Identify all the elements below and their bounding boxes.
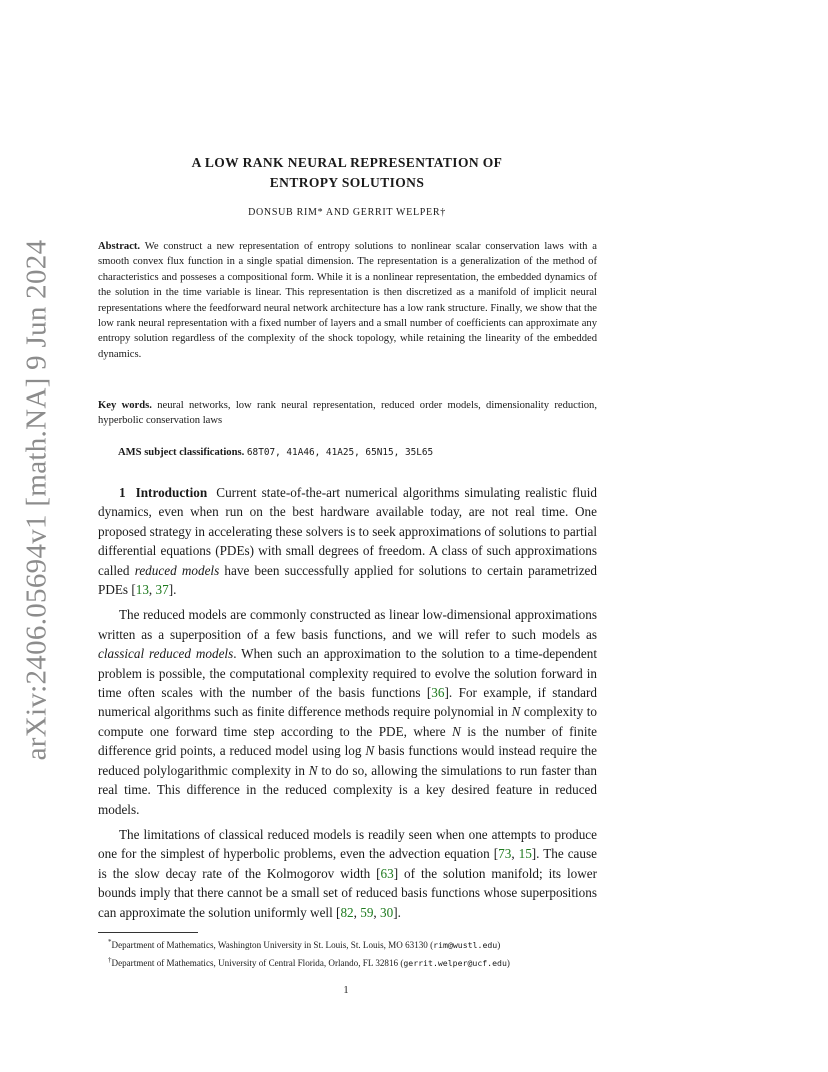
ams-label: AMS subject classifications. xyxy=(118,447,245,458)
arxiv-identifier-stamp xyxy=(0,0,56,1072)
citation-link[interactable]: 59 xyxy=(360,904,374,920)
math-N: N xyxy=(365,743,375,759)
paragraph-2: The reduced models are commonly constructed as linear low-dimensional approximations written as a superposition of a few basis functions, and we will refer to such models as classical reduced models. When such an approximation to the solution to a time-dependent problem is possible, the computational complexity required to evolve the solution forward in time often scales with the number of the basis functions [36]. For example, if standard numerical algorithms such as finite difference methods require polynomial in N complexity to compute one forward time step according to the PDE, where N is the number of finite difference grid points, a reduced model using log N basis functions would instead require the reduced polylogarithmic complexity in N to do so, allowing the simulations to run faster than real time. This difference in the reduced complexity is a key desired feature in reduced models. xyxy=(98,607,597,817)
citation-link[interactable]: 73 xyxy=(498,846,512,862)
abstract xyxy=(98,239,597,362)
emphasis-reduced-models: reduced models xyxy=(134,562,220,578)
citation-link[interactable]: 15 xyxy=(518,846,532,862)
citation-link[interactable]: 36 xyxy=(431,685,445,701)
citation-link[interactable]: 37 xyxy=(155,582,169,598)
abstract-text: We construct a new representation of entropy solutions to nonlinear scalar conservation laws with a smooth convex flux function in a single spatial dimension. The representation is a generalization of the method of characteristics and posseses a compositional form. While it is a nonlinear representation, the embedded dynamics of the solution in the time variable is linear. This representation is then discretized as a manifold of implicit neural representations where the feedforward neural network architecture has a low rank structure. Finally, we show that the low rank neural representation with a fixed number of layers and a small number of coefficients can approximate any entropy solution regardless of the complexity of the shock topology, while retaining the linearity of the embedded dynamics. xyxy=(98,241,597,360)
section-number: 1 xyxy=(119,485,126,500)
authors: DONSUB RIM* AND GERRIT WELPER† xyxy=(248,207,446,218)
ams-classifications xyxy=(118,447,433,458)
footnote-rule xyxy=(98,932,198,933)
keywords xyxy=(98,398,597,429)
title-line-1: A LOW RANK NEURAL REPRESENTATION OF xyxy=(191,155,503,170)
email-link[interactable]: rim@wustl.edu xyxy=(433,940,498,951)
paper-title xyxy=(98,153,596,193)
footnote-1: *Department of Mathematics, Washington University in St. Louis, St. Louis, MO 63130 (rim@wustl.edu) xyxy=(108,938,501,951)
citation-link[interactable]: 13 xyxy=(135,582,149,598)
math-N: N xyxy=(511,704,521,720)
ams-codes: 68T07, 41A46, 41A25, 65N15, 35L65 xyxy=(246,447,434,458)
footnotes xyxy=(98,935,598,971)
citation-link[interactable]: 30 xyxy=(380,904,394,920)
citation-link[interactable]: 63 xyxy=(380,865,394,881)
citation-link[interactable]: 82 xyxy=(340,904,354,920)
arxiv-id-text: arXiv:2406.05694v1 [math.NA] 9 Jun 2024 xyxy=(20,239,53,761)
paragraph-1: 1 Introduction Current state-of-the-art numerical algorithms simulating realistic fluid dynamics, even when run on the best hardware available today, are not real time. One proposed strategy in accelerating these solvers is to seek approximations of solutions to partial differential equations (PDEs) with small degrees of freedom. A class of such approximations called reduced models have been successfully applied for solutions to certain parametrized PDEs [13, 37]. xyxy=(98,485,598,598)
section-title: Introduction xyxy=(135,485,208,500)
page-number: 1 xyxy=(343,985,349,996)
title-line-2: ENTROPY SOLUTIONS xyxy=(269,175,425,190)
abstract-label: Abstract. xyxy=(98,241,141,252)
math-N: N xyxy=(308,762,318,778)
paragraph-3: The limitations of classical reduced models is readily seen when one attempts to produce one for the simplest of hyperbolic problems, even the advection equation [73, 15]. The cause is the slow decay rate of the Kolmogorov width [63] of the solution manifold; its lower bounds imply that there cannot be a small set of reduced basis functions whose superpositions can approximate the solution uniformly well [82, 59, 30]. xyxy=(98,826,598,920)
keywords-label: Key words. xyxy=(98,400,152,411)
emphasis-classical-reduced-models: classical reduced models xyxy=(98,646,234,662)
body-text xyxy=(98,483,597,928)
math-N: N xyxy=(452,723,461,739)
footnote-2: †Department of Mathematics, University of Central Florida, Orlando, FL 32816 (gerrit.welper@ucf.edu) xyxy=(108,956,510,969)
email-link[interactable]: gerrit.welper@ucf.edu xyxy=(403,958,507,969)
keywords-text: neural networks, low rank neural representation, reduced order models, dimensionality reduction, hyperbolic conservation laws xyxy=(98,400,597,427)
